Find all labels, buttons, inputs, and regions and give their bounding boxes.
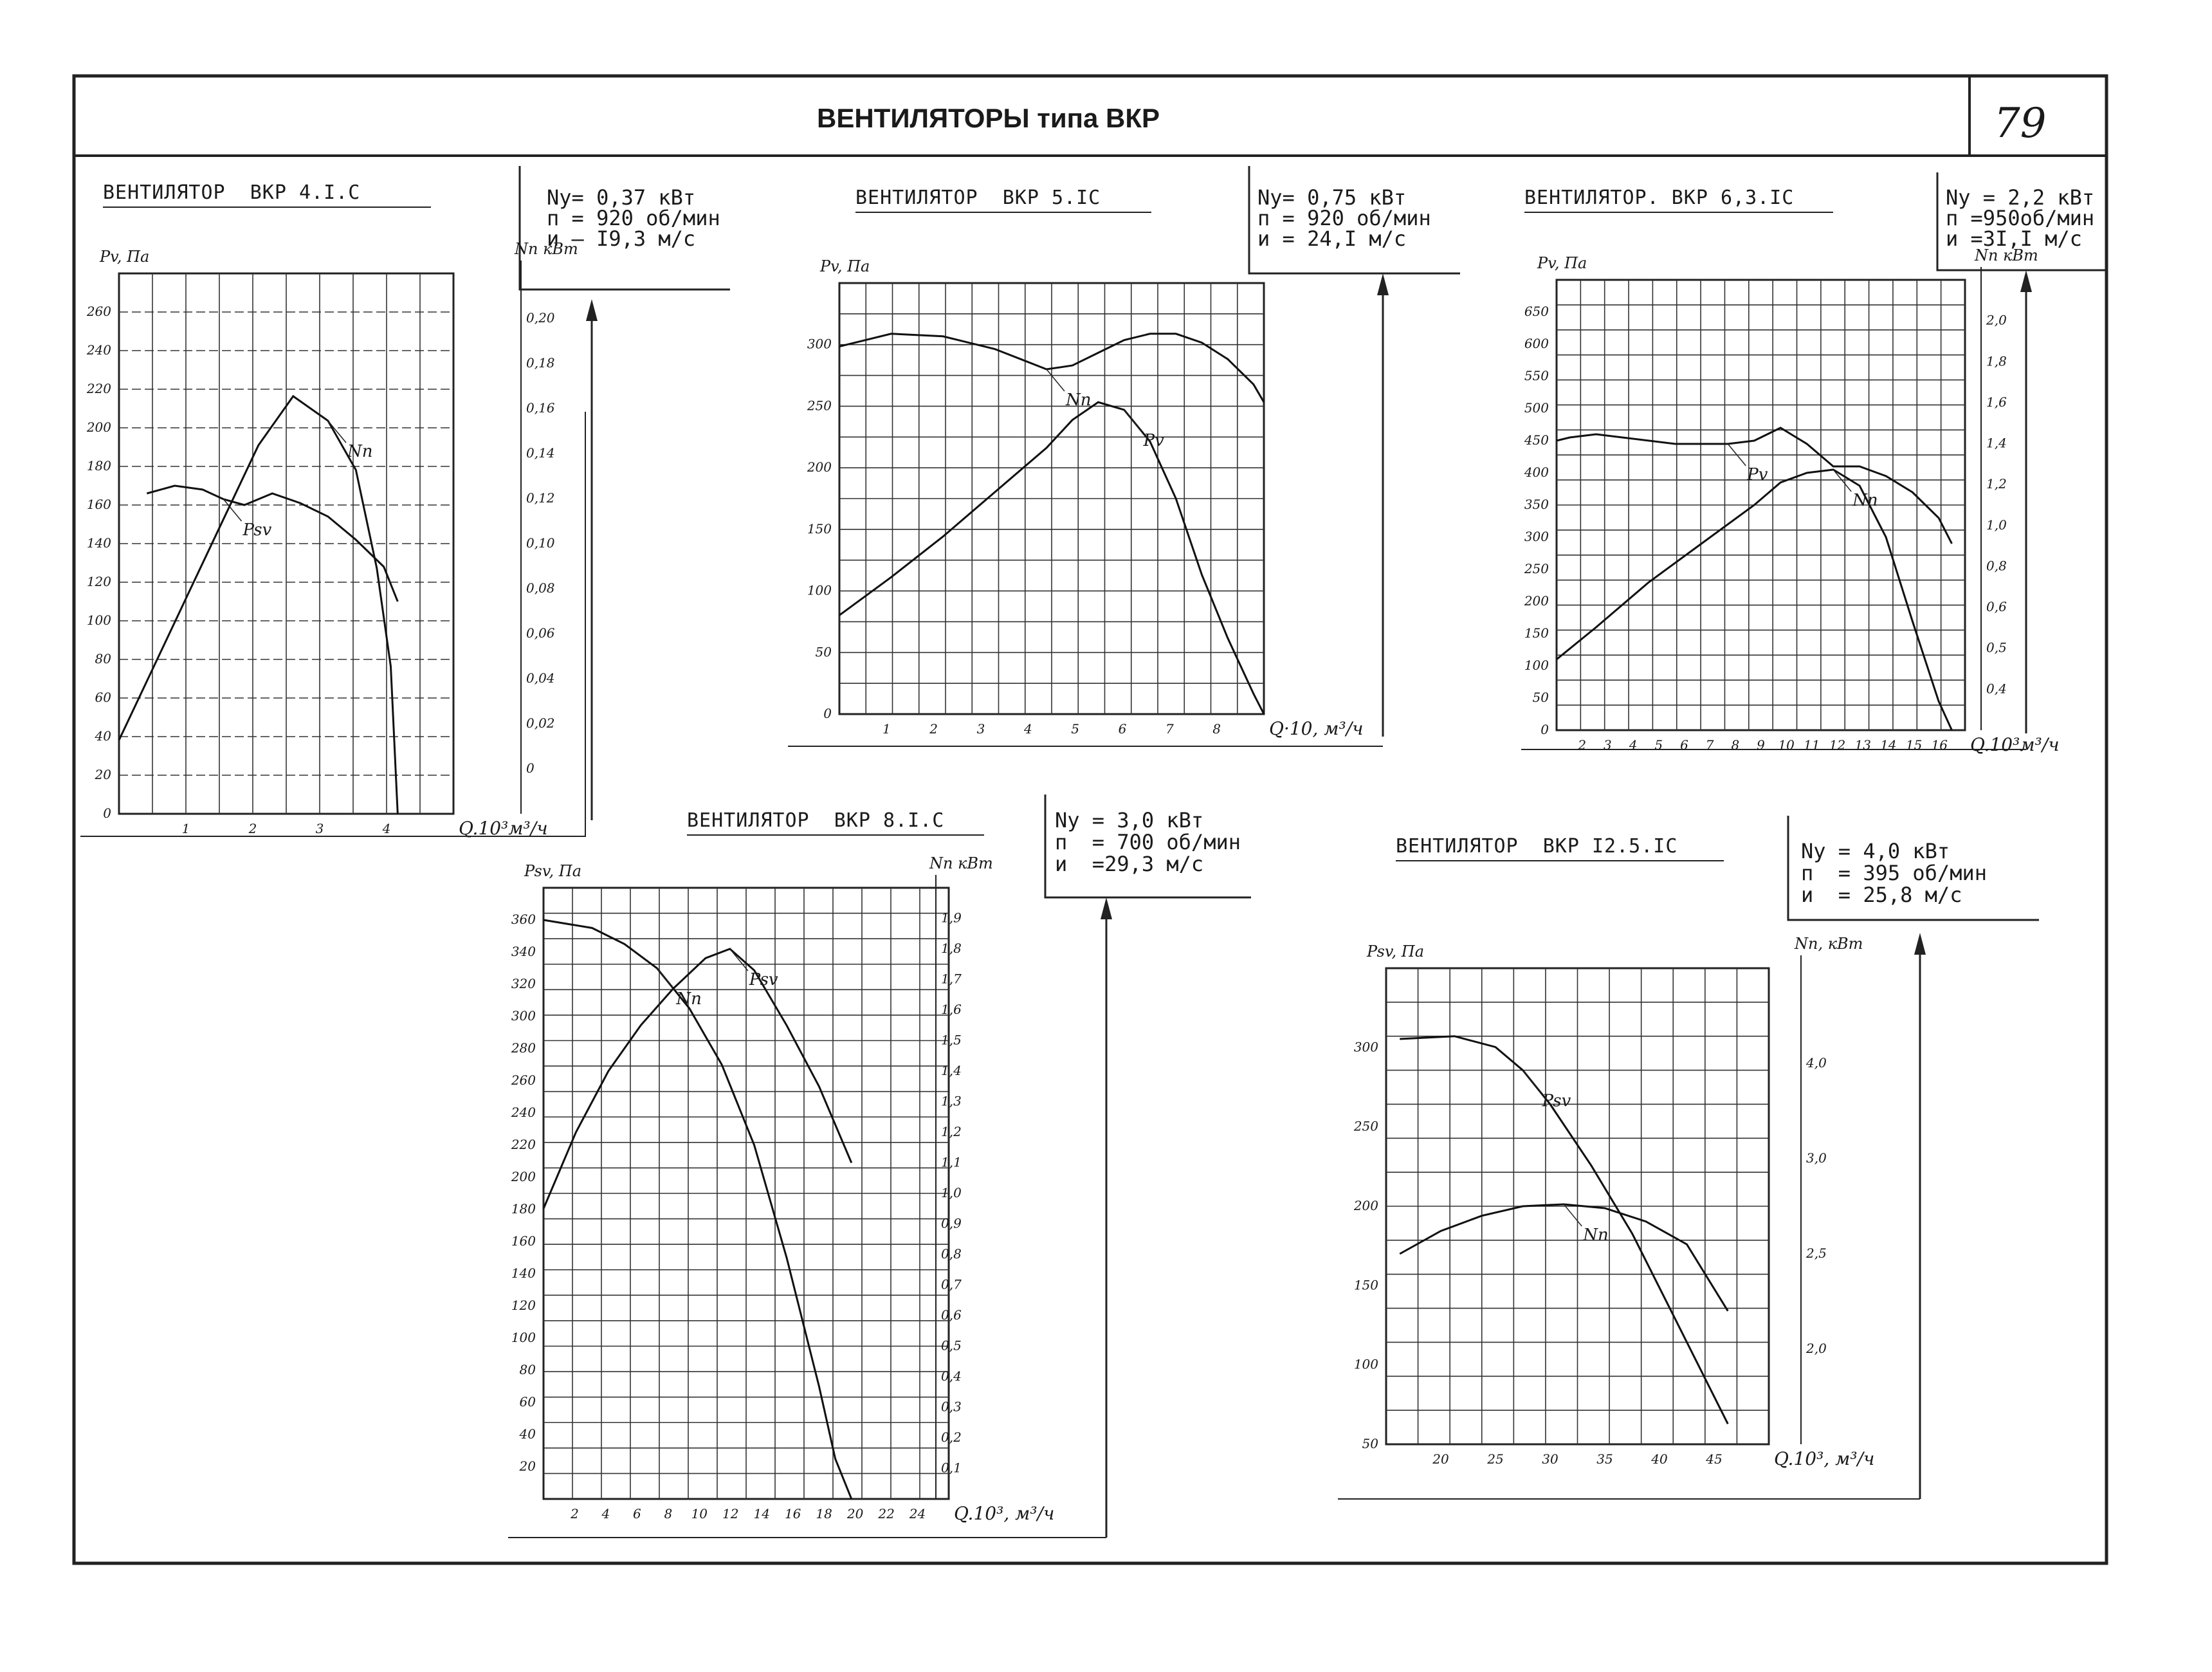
y-tick-label: 240 [511, 1105, 536, 1120]
y2-tick-label: 0,4 [1986, 681, 2007, 697]
y-tick-label: 80 [519, 1362, 536, 1377]
y2-tick-label: 0,16 [526, 400, 555, 416]
y2-axis-label: Nп кВт [515, 240, 578, 258]
y2-tick-label: 1,7 [941, 971, 962, 987]
x-tick-label: 6 [633, 1506, 641, 1521]
curve-label: Pv [1747, 465, 1768, 484]
y2-tick-label: 0,1 [941, 1460, 962, 1476]
y-tick-label: 100 [511, 1330, 536, 1345]
y2-tick-label: 0,18 [526, 355, 555, 371]
fan-spec-rpm: п = 920 об/мин [547, 206, 720, 230]
x-tick-label: 16 [784, 1506, 801, 1521]
curve-label-leader [1047, 369, 1065, 391]
y2-tick-label: 1,8 [1986, 353, 2007, 369]
y-tick-label: 220 [511, 1137, 536, 1152]
curve-label-leader [328, 421, 346, 443]
fan-spec-speed: и =3I,I м/с [1946, 226, 2082, 251]
x-tick-label: 4 [1023, 721, 1032, 737]
x-tick-label: 4 [1629, 737, 1638, 753]
x-tick-label: 8 [1731, 737, 1740, 753]
fan-spec-power: Nу= 0,75 кВт [1257, 185, 1407, 210]
y-tick-label: 360 [511, 912, 536, 927]
y2-tick-label: 0,20 [526, 310, 555, 326]
fan-spec-rpm: п =950об/мин [1946, 206, 2095, 230]
y2-tick-label: 1,3 [941, 1093, 962, 1109]
y2-tick-label: 1,2 [1986, 476, 2007, 492]
y-tick-label: 300 [511, 1008, 536, 1024]
y-tick-label: 600 [1524, 336, 1549, 351]
x-tick-label: 2 [248, 821, 257, 836]
y-tick-label: 0 [1540, 722, 1549, 737]
series-line-power [1400, 1204, 1728, 1311]
x-tick-label: 12 [722, 1506, 739, 1521]
x-tick-label: 8 [664, 1506, 673, 1521]
y-tick-label: 260 [511, 1072, 536, 1088]
x-tick-label: 16 [1931, 737, 1948, 753]
y2-tick-label: 2,0 [1986, 312, 2007, 328]
y-tick-label: 120 [511, 1298, 536, 1313]
curve-label: Nп [676, 989, 702, 1009]
y2-axis-label: Nп кВт [1975, 246, 2038, 264]
y2-tick-label: 1,9 [941, 910, 962, 926]
x-tick-label: 10 [1778, 737, 1795, 753]
y2-tick-label: 0,9 [941, 1215, 962, 1231]
arrow-head [1101, 897, 1112, 919]
y-tick-label: 140 [511, 1265, 536, 1281]
arrow-head [1914, 933, 1926, 955]
x-tick-label: 22 [878, 1506, 895, 1521]
fan-chart [508, 795, 1251, 1538]
y2-tick-label: 2,0 [1806, 1341, 1827, 1356]
fan-spec-rpm: п = 395 об/мин [1801, 861, 1987, 885]
y-tick-label: 200 [807, 459, 832, 475]
y-tick-label: 20 [519, 1458, 536, 1474]
curve-label: Pv [1143, 431, 1164, 451]
x-tick-label: 20 [846, 1506, 864, 1521]
fan-spec-power: Nу= 0,37 кВт [547, 185, 696, 210]
y2-tick-label: 1,4 [1986, 435, 2007, 451]
y2-tick-label: 1,5 [941, 1032, 962, 1048]
chart-grid [1557, 280, 1965, 730]
page-title: ВЕНТИЛЯТОРЫ типа ВКР [817, 103, 1160, 133]
fan-chart [788, 166, 1460, 746]
y2-tick-label: 1,8 [941, 941, 962, 956]
x-tick-label: 3 [315, 821, 324, 836]
y2-tick-label: 0,5 [941, 1337, 962, 1354]
x-axis-label: Q·10, м³/ч [1269, 718, 1364, 739]
arrow-head [586, 299, 598, 321]
y2-tick-label: 1,6 [941, 1002, 962, 1017]
fan-spec-power: Nу = 2,2 кВт [1946, 185, 2095, 210]
y-tick-label: 50 [815, 644, 832, 660]
y-axis-label: Pv, Па [100, 248, 150, 266]
chart-grid [119, 273, 453, 814]
y-tick-label: 40 [519, 1426, 536, 1442]
x-tick-label: 18 [816, 1506, 832, 1521]
y-tick-label: 350 [1524, 497, 1549, 512]
y-tick-label: 150 [807, 520, 832, 537]
y-tick-label: 220 [86, 381, 111, 396]
curve-label: Nп [347, 442, 373, 462]
y-tick-label: 20 [95, 767, 111, 782]
y-tick-label: 180 [511, 1201, 536, 1217]
y-tick-label: 200 [1524, 593, 1549, 609]
fan-spec-rpm: п = 700 об/мин [1055, 830, 1241, 854]
chart-grid [544, 888, 949, 1499]
fan-title: ВЕНТИЛЯТОР ВКР 8.I.C [687, 809, 945, 832]
y-tick-label: 450 [1524, 432, 1549, 448]
x-tick-label: 5 [1654, 737, 1663, 753]
y-tick-label: 50 [1362, 1436, 1378, 1451]
x-tick-label: 3 [1604, 737, 1612, 753]
curve-label: Psv [749, 970, 778, 989]
y-tick-label: 100 [1524, 657, 1549, 673]
y2-axis-label: Nп кВт [929, 854, 993, 872]
y-tick-label: 250 [1524, 561, 1549, 576]
x-tick-label: 2 [571, 1506, 579, 1521]
y-tick-label: 320 [511, 976, 536, 991]
y2-tick-label: 0,5 [1986, 639, 2007, 656]
curve-label-leader [1523, 1070, 1541, 1092]
fan-spec-speed: и =29,3 м/с [1055, 852, 1204, 876]
x-tick-label: 2 [929, 721, 938, 737]
curve-label-leader [1124, 410, 1142, 432]
chart-grid [839, 283, 1264, 714]
y-tick-label: 300 [1353, 1039, 1378, 1055]
series-line-power [544, 949, 852, 1209]
x-tick-label: 3 [976, 721, 985, 737]
y2-tick-label: 0,8 [941, 1246, 962, 1262]
y-tick-label: 260 [86, 304, 111, 319]
y-tick-label: 60 [519, 1394, 536, 1410]
y-tick-label: 300 [1524, 529, 1549, 544]
y-tick-label: 100 [86, 612, 111, 628]
y-axis-label: Pv, Па [820, 257, 870, 275]
fan-spec-power: Nу = 4,0 кВт [1801, 839, 1950, 863]
y-tick-label: 280 [511, 1040, 536, 1056]
y-tick-label: 0 [103, 805, 111, 821]
x-tick-label: 14 [753, 1506, 770, 1521]
y2-tick-label: 0,6 [941, 1307, 962, 1323]
spec-box [520, 166, 730, 289]
y2-tick-label: 0,08 [526, 580, 555, 596]
x-tick-label: 7 [1705, 737, 1714, 753]
y-tick-label: 40 [95, 728, 111, 744]
x-axis-label: Q.10³м³/ч [459, 818, 548, 839]
y2-tick-label: 0,6 [1986, 599, 2007, 615]
x-tick-label: 1 [181, 821, 190, 836]
y-axis-label: Psv, Па [1367, 942, 1425, 960]
curve-label-leader [1564, 1204, 1582, 1226]
y2-tick-label: 0,04 [526, 670, 555, 686]
fan-title: ВЕНТИЛЯТОР. ВКР 6,3.IC [1524, 187, 1795, 209]
fan-spec-speed: и = 24,I м/с [1257, 226, 1407, 251]
x-tick-label: 9 [1757, 737, 1765, 753]
y-tick-label: 200 [86, 419, 111, 435]
y2-tick-label: 0,8 [1986, 558, 2007, 574]
x-tick-label: 4 [601, 1506, 610, 1521]
x-tick-label: 25 [1487, 1451, 1504, 1467]
y-tick-label: 250 [1353, 1118, 1378, 1134]
y-tick-label: 650 [1524, 304, 1549, 319]
curve-label-leader [1833, 470, 1851, 491]
y2-tick-label: 1,2 [941, 1124, 962, 1139]
y2-tick-label: 0,14 [526, 445, 555, 461]
y-tick-label: 140 [86, 535, 111, 551]
x-tick-label: 40 [1651, 1451, 1668, 1467]
curve-label: Nп [1583, 1226, 1609, 1245]
y-tick-label: 160 [86, 497, 111, 512]
y-tick-label: 0 [823, 706, 832, 721]
y2-tick-label: 0,06 [526, 625, 555, 641]
x-tick-label: 8 [1212, 721, 1221, 737]
y-tick-label: 550 [1524, 368, 1549, 383]
x-tick-label: 10 [691, 1506, 708, 1521]
y-tick-label: 250 [807, 398, 832, 414]
y2-tick-label: 1,1 [941, 1154, 962, 1170]
fan-chart [80, 166, 730, 839]
x-tick-label: 45 [1706, 1451, 1723, 1467]
y2-tick-label: 0,02 [526, 715, 555, 731]
spec-box [1249, 166, 1460, 273]
curve-label: Nп [1065, 390, 1092, 410]
x-tick-label: 6 [1118, 721, 1127, 737]
y-tick-label: 340 [511, 944, 536, 959]
y-tick-label: 200 [1353, 1198, 1378, 1213]
x-tick-label: 13 [1854, 737, 1871, 753]
x-tick-label: 11 [1804, 737, 1820, 753]
y2-tick-label: 0,10 [526, 535, 555, 551]
page-number: 79 [1994, 100, 2047, 147]
x-tick-label: 7 [1165, 721, 1174, 737]
y2-tick-label: 0,12 [526, 490, 555, 506]
fan-chart [1521, 172, 2107, 755]
x-tick-label: 1 [882, 721, 891, 737]
x-tick-label: 35 [1596, 1451, 1613, 1467]
y-tick-label: 180 [86, 458, 111, 473]
chart-frame [80, 412, 585, 836]
y-tick-label: 150 [1353, 1277, 1378, 1293]
fan-spec-rpm: п = 920 об/мин [1257, 206, 1431, 230]
fan-spec-power: Nу = 3,0 кВт [1055, 808, 1204, 832]
x-tick-label: 30 [1542, 1451, 1558, 1467]
y-axis-label: Psv, Па [524, 862, 582, 880]
y-tick-label: 200 [511, 1169, 536, 1184]
x-axis-label: Q.10³м³/ч [1970, 734, 2060, 755]
y2-tick-label: 3,0 [1806, 1150, 1827, 1166]
fan-title: ВЕНТИЛЯТОР ВКР 5.IC [855, 187, 1101, 209]
y2-tick-label: 1,0 [941, 1185, 962, 1200]
x-tick-label: 6 [1680, 737, 1688, 753]
y-tick-label: 500 [1524, 400, 1549, 416]
arrow-head [1377, 273, 1389, 295]
fan-spec-speed: и – I9,3 м/с [547, 226, 696, 251]
y-tick-label: 240 [86, 342, 111, 358]
x-axis-label: Q.10³, м³/ч [1774, 1448, 1875, 1469]
x-tick-label: 5 [1071, 721, 1080, 737]
fan-title: ВЕНТИЛЯТОР ВКР 4.I.C [103, 181, 361, 204]
spec-box [1045, 795, 1251, 897]
x-tick-label: 24 [909, 1506, 926, 1521]
y-tick-label: 300 [807, 336, 832, 352]
y2-tick-label: 1,6 [1986, 394, 2007, 410]
x-tick-label: 12 [1829, 737, 1846, 753]
y2-axis-label: Nп, кВт [1795, 935, 1863, 953]
spec-box [1788, 816, 2039, 920]
y-tick-label: 400 [1524, 464, 1549, 480]
arrow-head [2020, 270, 2032, 292]
y2-tick-label: 2,5 [1806, 1245, 1827, 1261]
curve-label: Psv [1542, 1091, 1571, 1111]
y2-tick-label: 0,4 [941, 1368, 962, 1384]
curve-label-leader [730, 949, 748, 971]
x-tick-label: 4 [382, 821, 391, 836]
y-tick-label: 120 [86, 574, 111, 589]
fan-title: ВЕНТИЛЯТОР ВКР I2.5.IC [1396, 835, 1678, 858]
y-tick-label: 100 [807, 582, 832, 598]
x-tick-label: 15 [1905, 737, 1923, 753]
y2-tick-label: 1,4 [941, 1063, 962, 1078]
y-axis-label: Pv, Па [1537, 254, 1587, 272]
y2-tick-label: 0,7 [941, 1276, 962, 1292]
y2-tick-label: 4,0 [1806, 1055, 1827, 1070]
y-tick-label: 60 [95, 690, 111, 705]
y-tick-label: 50 [1532, 690, 1549, 705]
curve-label: Psv [242, 520, 272, 540]
y2-tick-label: 0,2 [941, 1429, 962, 1445]
x-tick-label: 14 [1880, 737, 1897, 753]
y2-tick-label: 0,3 [941, 1399, 962, 1415]
y-tick-label: 160 [511, 1233, 536, 1249]
y2-tick-label: 0 [526, 760, 535, 776]
x-tick-label: 20 [1432, 1451, 1449, 1467]
y-tick-label: 150 [1524, 625, 1549, 641]
y-tick-label: 80 [95, 651, 111, 666]
fan-spec-speed: и = 25,8 м/с [1801, 883, 1962, 907]
curve-label: Nп [1852, 491, 1878, 510]
fan-chart [1338, 816, 2039, 1499]
x-axis-label: Q.10³, м³/ч [954, 1503, 1055, 1524]
x-tick-label: 2 [1578, 737, 1587, 753]
y-tick-label: 100 [1353, 1356, 1378, 1372]
y2-tick-label: 1,0 [1986, 517, 2007, 533]
